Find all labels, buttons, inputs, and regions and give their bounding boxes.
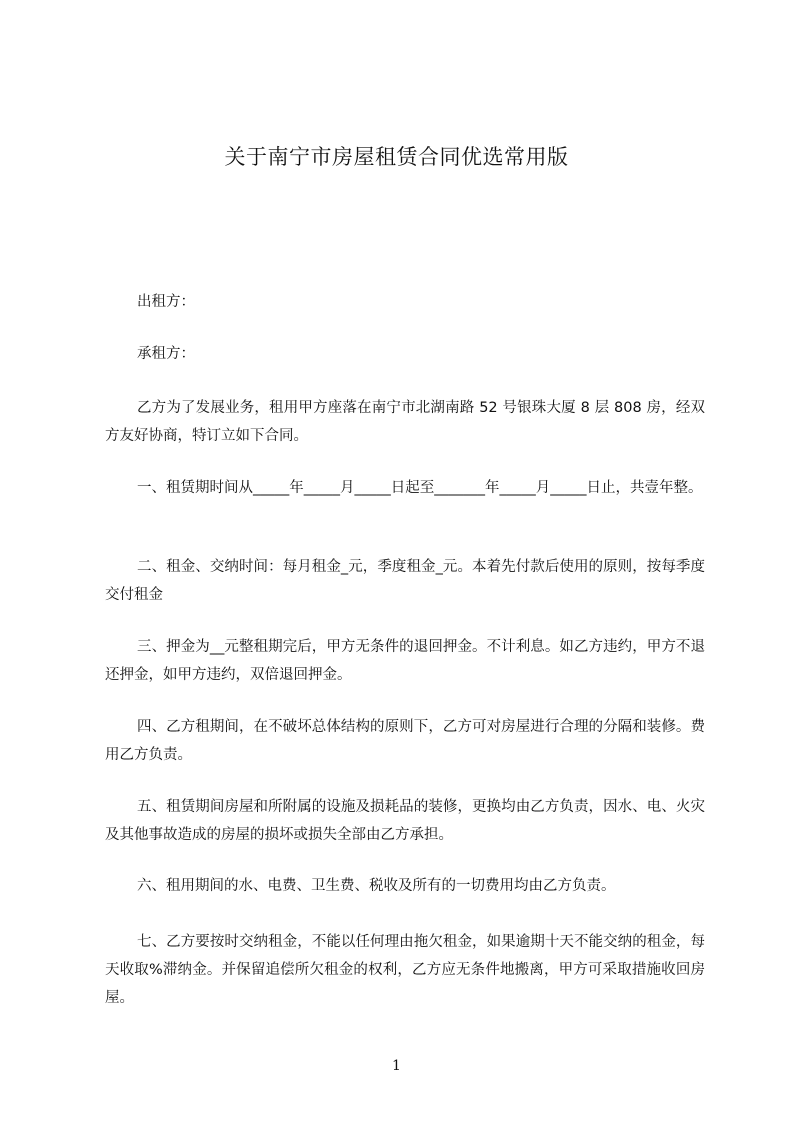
paragraph-intro: 乙方为了发展业务，租用甲方座落在南宁市北湖南路 52 号银珠大厦 8 层 808 房，经双方友好协商，特订立如下合同。 xyxy=(105,400,705,444)
paragraph-clause-2: 二、租金、交纳时间：每月租金_元，季度租金_元。本着先付款后使用的原则，按每季度交付租金 xyxy=(105,559,705,603)
paragraph-clause-7: 七、乙方要按时交纳租金，不能以任何理由拖欠租金，如果逾期十天不能交纳的租金，每天收取%滞纳金。并保留追偿所欠租金的权利，乙方应无条件地搬离，甲方可采取措施收回房屋。 xyxy=(105,934,705,1006)
paragraph-clause-4: 四、乙方租期间，在不破坏总体结构的原则下，乙方可对房屋进行合理的分隔和装修。费用乙方负责。 xyxy=(105,719,705,763)
paragraph-clause-5: 五、租赁期间房屋和所附属的设施及损耗品的装修，更换均由乙方负责，因水、电、火灾及其他事故造成的房屋的损坏或损失全部由乙方承担。 xyxy=(105,799,705,843)
paragraph-clause-1: 一、租赁期时间从_____年_____月_____日起至_______年_____月_____日止，共壹年整。 xyxy=(137,480,703,496)
paragraph-clause-6: 六、租用期间的水、电费、卫生费、税收及所有的一切费用均由乙方负责。 xyxy=(137,878,616,894)
document-title: 关于南宁市房屋租赁合同优选常用版 xyxy=(224,145,569,169)
page-number: 1 xyxy=(392,1058,401,1074)
lessee-field: 承租方： xyxy=(137,346,195,362)
paragraph-clause-3: 三、押金为__元整租期完后，甲方无条件的退回押金。不计利息。如乙方违约，甲方不退还押金，如甲方违约，双倍退回押金。 xyxy=(105,639,705,683)
lessor-field: 出租方： xyxy=(137,294,195,310)
